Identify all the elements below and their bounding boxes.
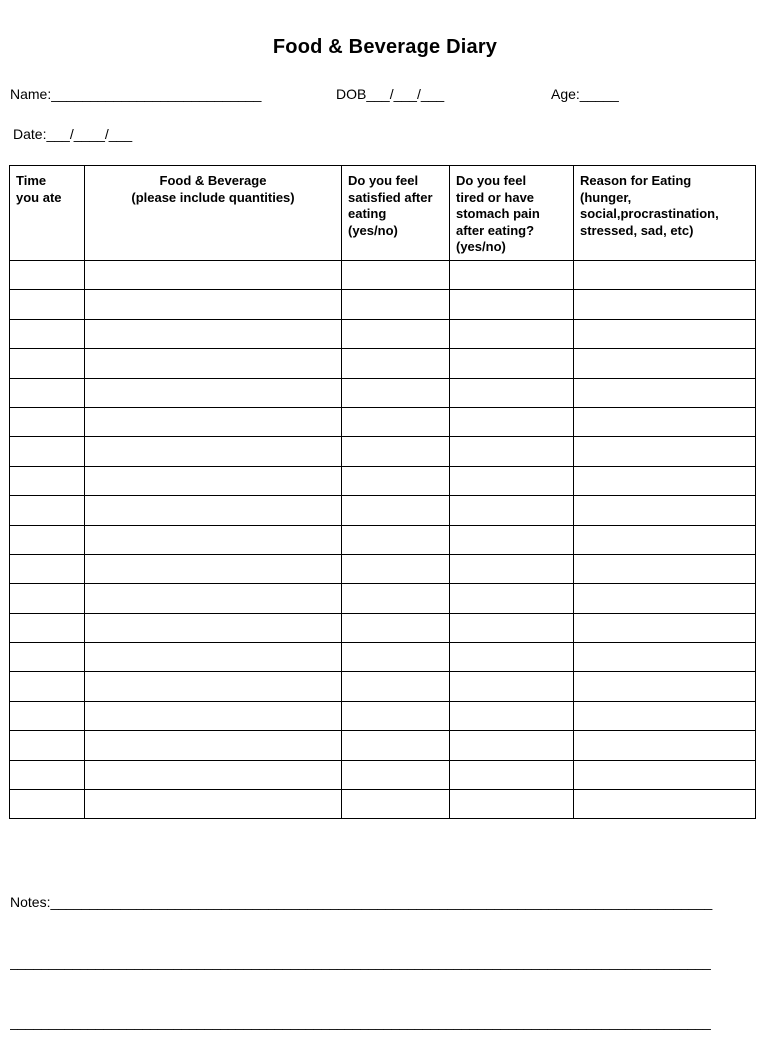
time-cell[interactable] xyxy=(10,319,85,348)
reason-cell[interactable] xyxy=(574,643,756,672)
satisfied-cell[interactable] xyxy=(342,731,450,760)
header-tired xyxy=(450,166,574,261)
tired-cell[interactable] xyxy=(450,643,574,672)
food-beverage-cell[interactable] xyxy=(85,731,342,760)
name-field[interactable]: Name:___________________________ xyxy=(10,86,262,102)
reason-cell[interactable] xyxy=(574,672,756,701)
food-beverage-cell[interactable] xyxy=(85,349,342,378)
tired-cell[interactable] xyxy=(450,437,574,466)
tired-cell[interactable] xyxy=(450,378,574,407)
tired-cell[interactable] xyxy=(450,613,574,642)
notes-line[interactable]: __________________________________________________________________________________________ xyxy=(10,1014,711,1030)
satisfied-cell[interactable] xyxy=(342,349,450,378)
time-cell[interactable] xyxy=(10,525,85,554)
table-row xyxy=(10,643,756,672)
reason-cell[interactable] xyxy=(574,261,756,290)
food-beverage-cell[interactable] xyxy=(85,584,342,613)
satisfied-cell[interactable] xyxy=(342,672,450,701)
tired-cell[interactable] xyxy=(450,672,574,701)
page-title: Food & Beverage Diary xyxy=(272,36,498,58)
satisfied-cell[interactable] xyxy=(342,496,450,525)
time-cell[interactable] xyxy=(10,437,85,466)
tired-cell[interactable] xyxy=(450,349,574,378)
food-beverage-cell[interactable] xyxy=(85,701,342,730)
satisfied-cell[interactable] xyxy=(342,701,450,730)
time-cell[interactable] xyxy=(10,790,85,819)
date-field[interactable]: Date:___/____/___ xyxy=(13,126,133,142)
tired-cell[interactable] xyxy=(450,496,574,525)
tired-cell[interactable] xyxy=(450,701,574,730)
time-cell[interactable] xyxy=(10,584,85,613)
tired-cell[interactable] xyxy=(450,319,574,348)
tired-cell[interactable] xyxy=(450,731,574,760)
satisfied-cell[interactable] xyxy=(342,613,450,642)
satisfied-cell[interactable] xyxy=(342,643,450,672)
header-satisfied xyxy=(342,166,450,261)
header-row xyxy=(10,166,756,261)
time-cell[interactable] xyxy=(10,760,85,789)
reason-cell[interactable] xyxy=(574,731,756,760)
reason-cell[interactable] xyxy=(574,613,756,642)
table-row xyxy=(10,349,756,378)
header-reason xyxy=(574,166,756,261)
tired-cell[interactable] xyxy=(450,760,574,789)
food-beverage-cell[interactable] xyxy=(85,613,342,642)
food-beverage-cell[interactable] xyxy=(85,672,342,701)
satisfied-cell[interactable] xyxy=(342,584,450,613)
table-row xyxy=(10,261,756,290)
reason-cell[interactable] xyxy=(574,378,756,407)
food-beverage-cell[interactable] xyxy=(85,261,342,290)
satisfied-cell[interactable] xyxy=(342,261,450,290)
tired-cell[interactable] xyxy=(450,261,574,290)
header-food-beverage xyxy=(85,166,342,261)
satisfied-cell[interactable] xyxy=(342,554,450,583)
food-beverage-cell[interactable] xyxy=(85,319,342,348)
table-row xyxy=(10,290,756,319)
dob-field[interactable]: DOB___/___/___ xyxy=(336,86,445,102)
time-cell[interactable] xyxy=(10,701,85,730)
time-cell[interactable] xyxy=(10,731,85,760)
food-beverage-cell[interactable] xyxy=(85,643,342,672)
food-beverage-cell[interactable] xyxy=(85,378,342,407)
tired-cell[interactable] xyxy=(450,554,574,583)
table-row xyxy=(10,584,756,613)
reason-cell[interactable] xyxy=(574,349,756,378)
satisfied-cell[interactable] xyxy=(342,437,450,466)
reason-cell[interactable] xyxy=(574,584,756,613)
reason-cell[interactable] xyxy=(574,701,756,730)
tired-cell[interactable] xyxy=(450,466,574,495)
table-row xyxy=(10,525,756,554)
notes-line[interactable]: __________________________________________________________________________________________ xyxy=(10,954,711,970)
table-row xyxy=(10,701,756,730)
reason-cell[interactable] xyxy=(574,790,756,819)
header-tired-label: Do you feel tired or have stomach pain after eating? (yes/no) xyxy=(456,173,540,254)
reason-cell[interactable] xyxy=(574,760,756,789)
table-row xyxy=(10,790,756,819)
reason-cell[interactable] xyxy=(574,437,756,466)
food-beverage-cell[interactable] xyxy=(85,554,342,583)
table-row xyxy=(10,407,756,436)
time-cell[interactable] xyxy=(10,349,85,378)
satisfied-cell[interactable] xyxy=(342,407,450,436)
age-field[interactable]: Age:_____ xyxy=(551,86,619,102)
table-row xyxy=(10,731,756,760)
diary-body xyxy=(10,261,756,819)
table-row xyxy=(10,378,756,407)
header-satisfied-label: Do you feel satisfied after eating (yes/no) xyxy=(348,173,433,238)
time-cell[interactable] xyxy=(10,378,85,407)
satisfied-cell[interactable] xyxy=(342,378,450,407)
reason-cell[interactable] xyxy=(574,496,756,525)
time-cell[interactable] xyxy=(10,407,85,436)
table-row xyxy=(10,319,756,348)
table-row xyxy=(10,554,756,583)
food-beverage-cell[interactable] xyxy=(85,760,342,789)
satisfied-cell[interactable] xyxy=(342,290,450,319)
food-beverage-cell[interactable] xyxy=(85,437,342,466)
satisfied-cell[interactable] xyxy=(342,790,450,819)
satisfied-cell[interactable] xyxy=(342,525,450,554)
table-row xyxy=(10,437,756,466)
header-reason-label: Reason for Eating (hunger, social,procrastination, stressed, sad, etc) xyxy=(580,173,719,238)
diary-table xyxy=(9,165,756,819)
time-cell[interactable] xyxy=(10,466,85,495)
time-cell[interactable] xyxy=(10,554,85,583)
food-beverage-cell[interactable] xyxy=(85,466,342,495)
reason-cell[interactable] xyxy=(574,290,756,319)
table-row xyxy=(10,613,756,642)
food-beverage-cell[interactable] xyxy=(85,525,342,554)
reason-cell[interactable] xyxy=(574,319,756,348)
tired-cell[interactable] xyxy=(450,790,574,819)
table-row xyxy=(10,760,756,789)
table-row xyxy=(10,466,756,495)
header-time xyxy=(10,166,85,261)
header-food-beverage-label: Food & Beverage (please include quantities) xyxy=(131,173,295,205)
time-cell[interactable] xyxy=(10,261,85,290)
reason-cell[interactable] xyxy=(574,525,756,554)
satisfied-cell[interactable] xyxy=(342,466,450,495)
header-time-label: Time you ate xyxy=(16,173,62,205)
food-beverage-cell[interactable] xyxy=(85,790,342,819)
tired-cell[interactable] xyxy=(450,407,574,436)
reason-cell[interactable] xyxy=(574,466,756,495)
food-beverage-cell[interactable] xyxy=(85,407,342,436)
tired-cell[interactable] xyxy=(450,525,574,554)
notes-line[interactable]: Notes:_____________________________________________________________________________________ xyxy=(10,894,713,910)
satisfied-cell[interactable] xyxy=(342,319,450,348)
table-row xyxy=(10,672,756,701)
satisfied-cell[interactable] xyxy=(342,760,450,789)
food-beverage-cell[interactable] xyxy=(85,496,342,525)
time-cell[interactable] xyxy=(10,672,85,701)
reason-cell[interactable] xyxy=(574,407,756,436)
time-cell[interactable] xyxy=(10,643,85,672)
table-row xyxy=(10,496,756,525)
reason-cell[interactable] xyxy=(574,554,756,583)
tired-cell[interactable] xyxy=(450,290,574,319)
time-cell[interactable] xyxy=(10,496,85,525)
time-cell[interactable] xyxy=(10,613,85,642)
food-beverage-cell[interactable] xyxy=(85,290,342,319)
time-cell[interactable] xyxy=(10,290,85,319)
tired-cell[interactable] xyxy=(450,584,574,613)
notes-section xyxy=(10,852,755,1052)
